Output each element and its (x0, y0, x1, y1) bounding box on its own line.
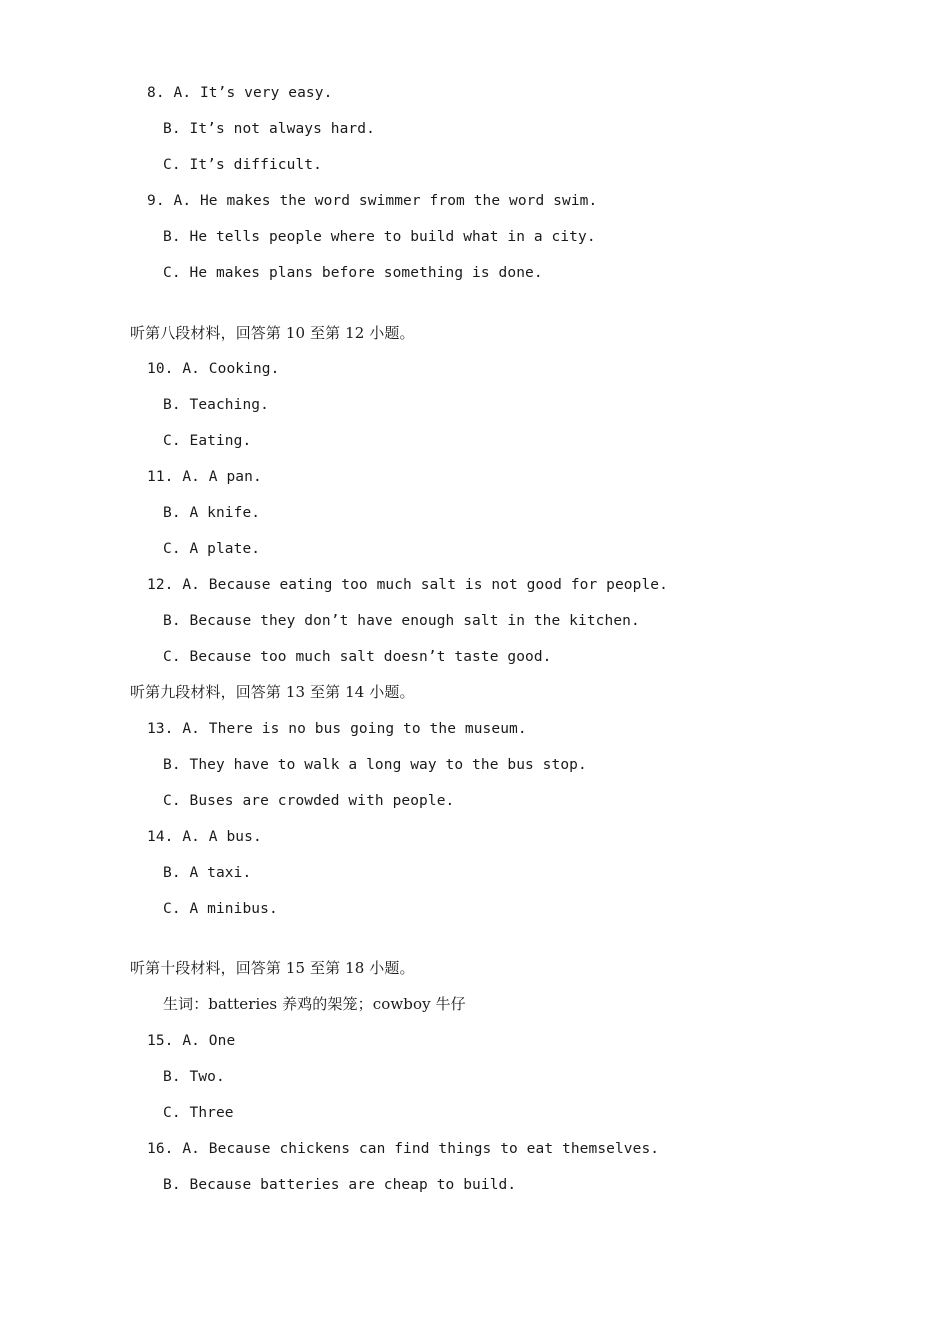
q14-option-b: B. A taxi. (163, 865, 252, 881)
q15-option-c: C. Three (163, 1105, 234, 1121)
q9-option-a: 9. A. He makes the word swimmer from the word swim. (147, 193, 598, 209)
vocabulary-note: 生词：batteries 养鸡的架笼；cowboy 牛仔 (163, 995, 466, 1013)
q10-option-c: C. Eating. (163, 433, 252, 449)
section-header-10: 听第十段材料，回答第 15 至第 18 小题。 (130, 959, 415, 977)
section-header-9: 听第九段材料，回答第 13 至第 14 小题。 (130, 683, 415, 701)
q12-option-b: B. Because they don’t have enough salt in the kitchen. (163, 613, 640, 629)
q13-option-a: 13. A. There is no bus going to the museum. (147, 721, 527, 737)
q12-option-a: 12. A. Because eating too much salt is not good for people. (147, 577, 668, 593)
q8-option-b: B. It’s not always hard. (163, 121, 375, 137)
q14-option-a: 14. A. A bus. (147, 829, 262, 845)
q13-option-c: C. Buses are crowded with people. (163, 793, 455, 809)
q11-option-c: C. A plate. (163, 541, 261, 557)
q10-option-a: 10. A. Cooking. (147, 361, 280, 377)
q9-option-b: B. He tells people where to build what in a city. (163, 229, 596, 245)
q10-option-b: B. Teaching. (163, 397, 269, 413)
q15-option-b: B. Two. (163, 1069, 225, 1085)
q9-option-c: C. He makes plans before something is done. (163, 265, 543, 281)
q8-option-c: C. It’s difficult. (163, 157, 322, 173)
q8-option-a: 8. A. It’s very easy. (147, 85, 333, 101)
q16-option-a: 16. A. Because chickens can find things to eat themselves. (147, 1141, 660, 1157)
q11-option-b: B. A knife. (163, 505, 261, 521)
q12-option-c: C. Because too much salt doesn’t taste good. (163, 649, 552, 665)
q14-option-c: C. A minibus. (163, 901, 278, 917)
q15-option-a: 15. A. One (147, 1033, 236, 1049)
q11-option-a: 11. A. A pan. (147, 469, 262, 485)
q16-option-b: B. Because batteries are cheap to build. (163, 1177, 517, 1193)
section-header-8: 听第八段材料，回答第 10 至第 12 小题。 (130, 324, 415, 342)
q13-option-b: B. They have to walk a long way to the bus stop. (163, 757, 587, 773)
